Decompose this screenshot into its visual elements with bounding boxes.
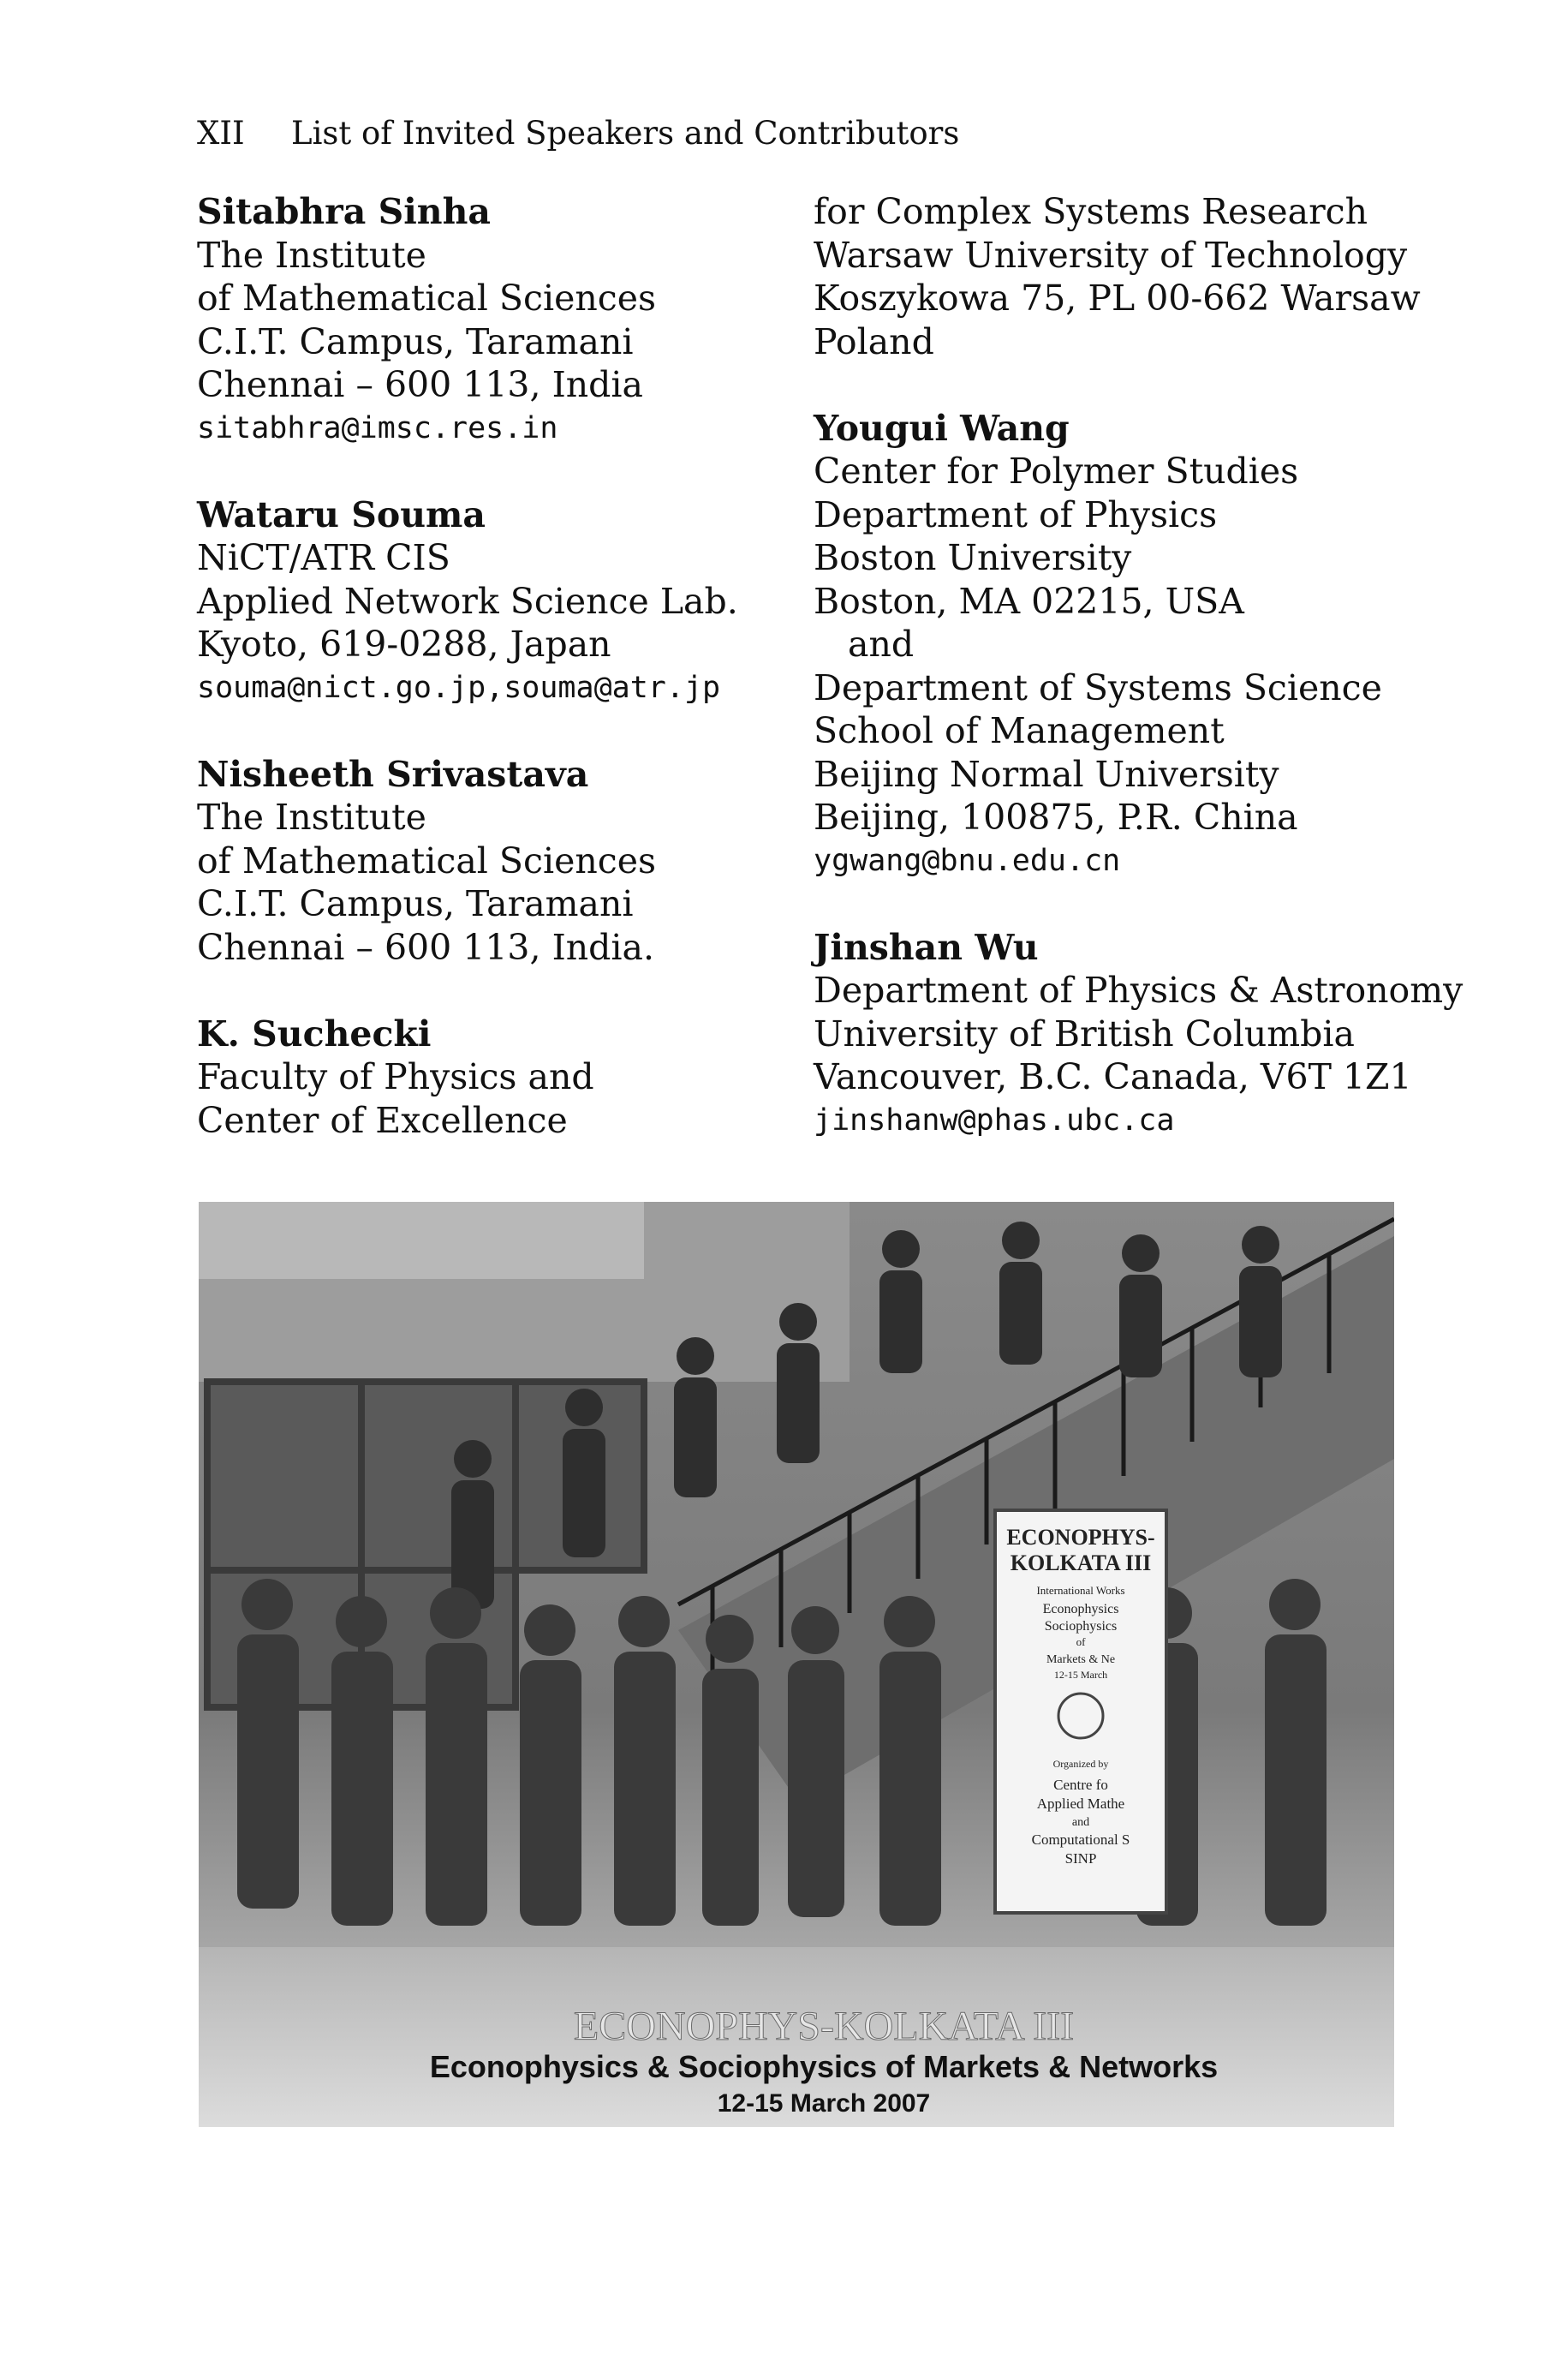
contributor-name: Sitabhra Sinha	[197, 191, 491, 232]
affiliation-line: Beijing, 100875, P.R. China	[814, 797, 1298, 838]
contributor-email: sitabhra@imsc.res.in	[197, 410, 558, 445]
contributor-entry	[197, 1013, 779, 1143]
poster-line: International Works	[1036, 1584, 1125, 1597]
caption-title: ECONOPHYS-KOLKATA III	[573, 2004, 1075, 2049]
affiliation-line: Center of Excellence	[197, 1099, 568, 1141]
group-photo	[199, 1202, 1394, 2127]
poster-line: Markets & Ne	[1046, 1653, 1116, 1666]
affiliation-line: C.I.T. Campus, Taramani	[197, 320, 634, 362]
poster-line: Sociophysics	[1044, 1619, 1118, 1634]
affiliation-line: University of British Columbia	[814, 1013, 1355, 1055]
poster-line: and	[1071, 1816, 1090, 1829]
affiliation-line: of Mathematical Sciences	[197, 278, 657, 319]
page-header	[197, 115, 959, 152]
poster-line: Computational S	[1031, 1831, 1130, 1848]
affiliation-line: Boston University	[814, 537, 1132, 578]
affiliation-line: Chennai – 600 113, India	[197, 364, 643, 405]
poster-line: Applied Mathe	[1036, 1795, 1125, 1812]
contributor-name: Nisheeth Srivastava	[197, 753, 589, 795]
affiliation-line: Kyoto, 619-0288, Japan	[197, 624, 611, 665]
affiliation-line: Koszykowa 75, PL 00-662 Warsaw	[814, 278, 1421, 319]
poster-line: ECONOPHYS-	[1006, 1525, 1155, 1550]
affiliation-line: Vancouver, B.C. Canada, V6T 1Z1	[814, 1056, 1412, 1097]
poster-line: Econophysics	[1042, 1602, 1119, 1616]
right-column	[814, 190, 1464, 1142]
affiliation-line: Beijing Normal University	[814, 753, 1279, 795]
contributor-entry	[197, 190, 779, 450]
building-facade	[199, 1202, 644, 1279]
contributor-name: Yougui Wang	[814, 407, 1070, 449]
poster-line: KOLKATA III	[1010, 1550, 1152, 1575]
caption-subtitle: Econophysics & Sociophysics of Markets & Networks	[429, 2049, 1219, 2084]
contributor-name: Jinshan Wu	[814, 926, 1039, 968]
affiliation-line: Poland	[814, 320, 934, 362]
running-title: List of Invited Speakers and Contributors	[291, 115, 960, 152]
contributor-email: souma@nict.go.jp,souma@atr.jp	[197, 670, 721, 705]
contributor-email: jinshanw@phas.ubc.ca	[814, 1102, 1175, 1138]
contributor-entry	[814, 407, 1396, 883]
contributor-name: Wataru Souma	[197, 493, 486, 535]
page-number: XII	[197, 115, 245, 152]
affiliation-line: School of Management	[814, 710, 1225, 751]
contributor-entry	[197, 753, 779, 970]
poster-line: of	[1076, 1635, 1086, 1648]
affiliation-line: NiCT/ATR CIS	[197, 537, 450, 578]
contributor-name: K. Suchecki	[197, 1013, 432, 1055]
poster-line: Organized by	[1052, 1758, 1109, 1770]
affiliation-line: Department of Physics & Astronomy	[814, 970, 1464, 1011]
poster-line: Centre fo	[1053, 1777, 1108, 1793]
affiliation-line: Faculty of Physics and	[197, 1056, 594, 1097]
contributor-entry	[197, 493, 779, 710]
affiliation-line: The Institute	[197, 797, 426, 838]
affiliation-line: Department of Systems Science	[814, 666, 1382, 708]
affiliation-line: C.I.T. Campus, Taramani	[197, 883, 634, 924]
poster-line: 12-15 March	[1053, 1669, 1108, 1681]
contributor-email: ygwang@bnu.edu.cn	[814, 843, 1121, 878]
continued-entry	[814, 190, 1421, 363]
connector-text: and	[848, 624, 915, 665]
affiliation-line: Department of Physics	[814, 493, 1218, 535]
affiliation-line: of Mathematical Sciences	[197, 839, 657, 881]
caption-date: 12-15 March 2007	[717, 2089, 931, 2118]
poster-line: SINP	[1064, 1850, 1097, 1867]
affiliation-line: Applied Network Science Lab.	[197, 580, 738, 622]
affiliation-line: Boston, MA 02215, USA	[814, 580, 1244, 622]
contributor-entry	[814, 926, 1464, 1143]
affiliation-line: for Complex Systems Research	[814, 191, 1368, 232]
affiliation-line: The Institute	[197, 234, 426, 276]
affiliation-line: Chennai – 600 113, India.	[197, 926, 655, 968]
left-column	[197, 190, 779, 1142]
affiliation-line: Warsaw University of Technology	[814, 234, 1408, 276]
affiliation-line: Center for Polymer Studies	[814, 451, 1299, 492]
